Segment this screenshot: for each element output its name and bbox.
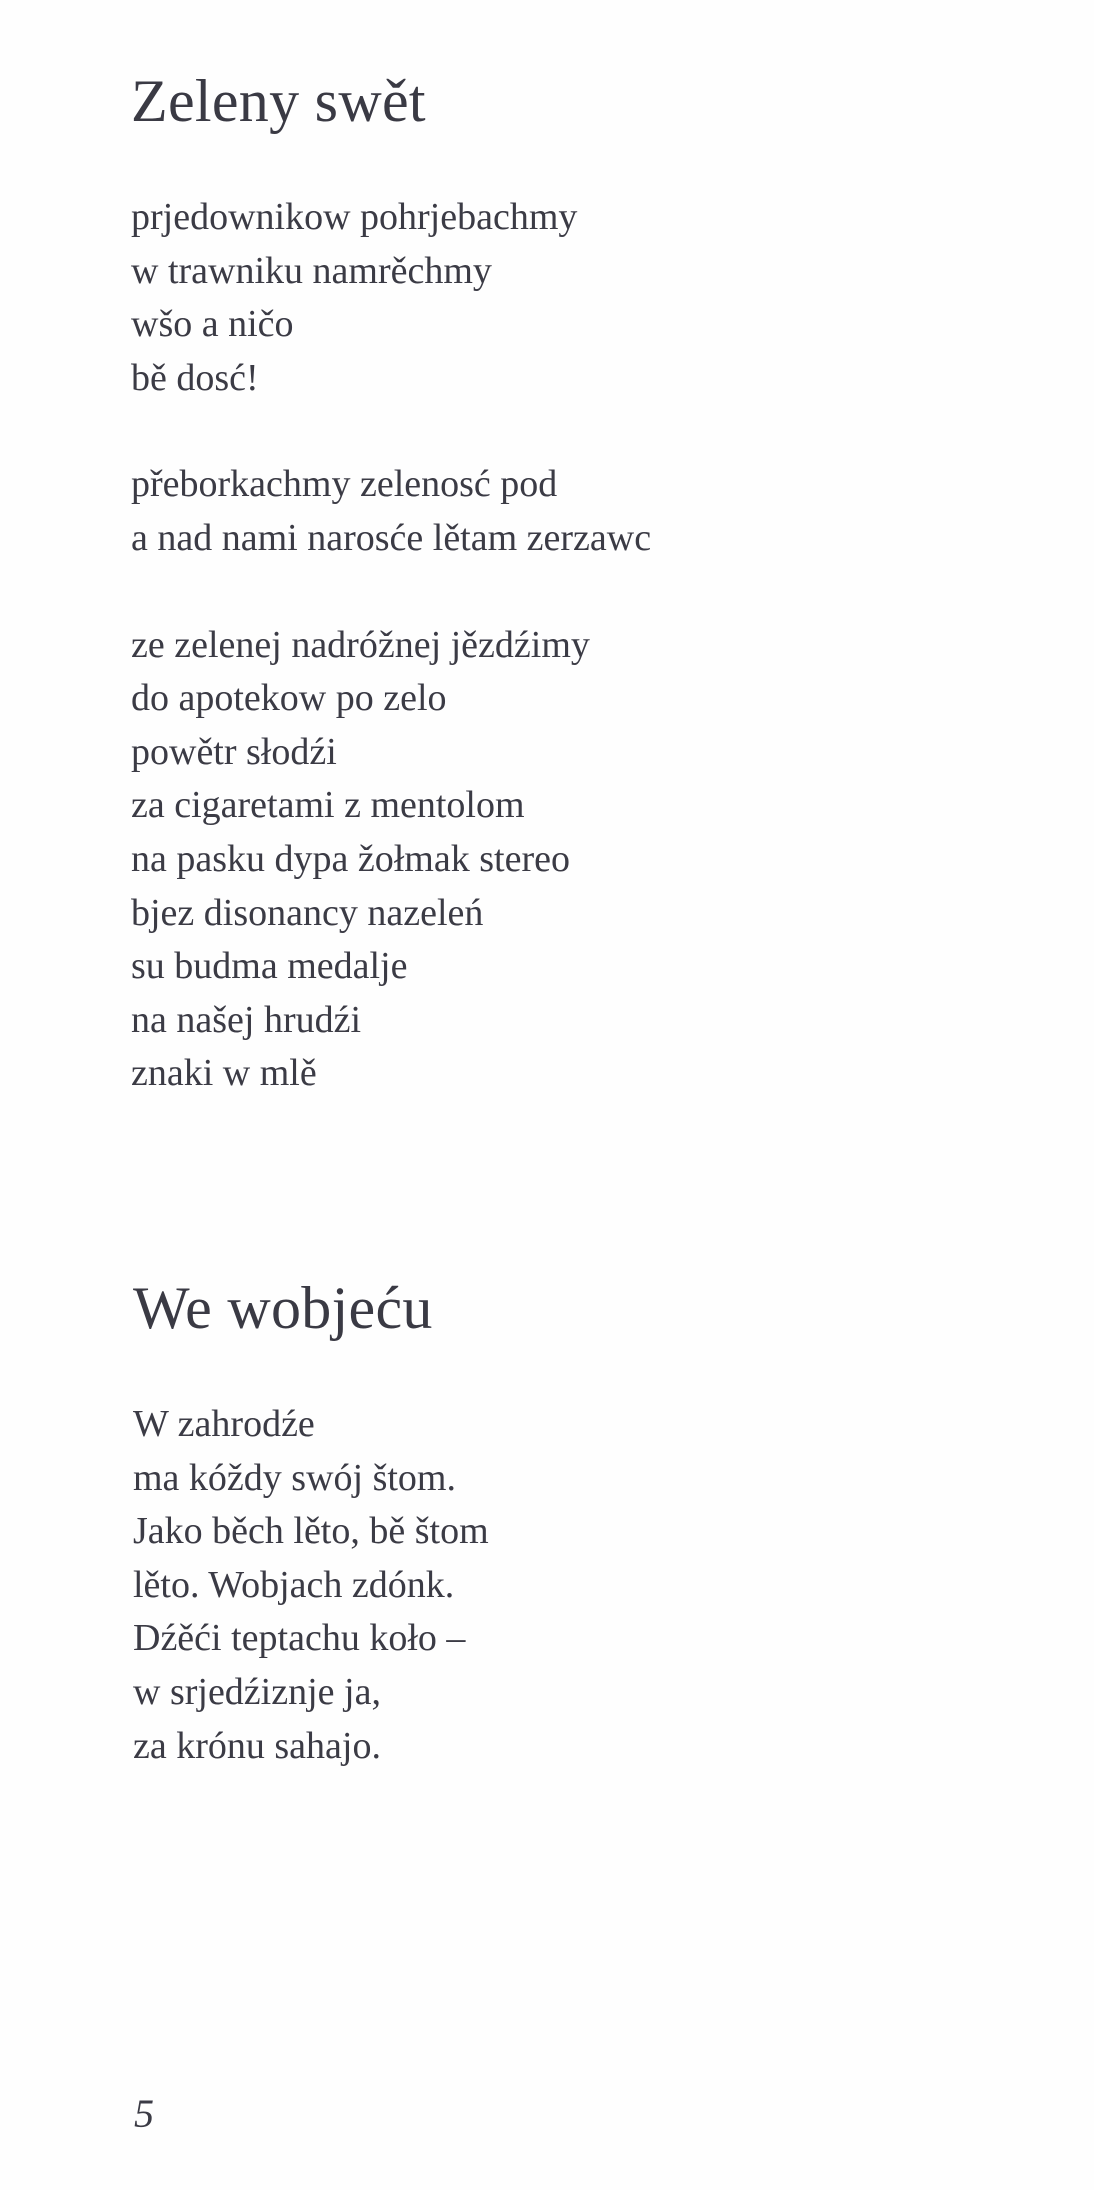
poem-line: powětr słodźi (131, 730, 337, 773)
poem-line: Jako běch lěto, bě štom (133, 1510, 489, 1553)
poem-line: lěto. Wobjach zdónk. (133, 1563, 455, 1606)
poem-line: za cigaretami z mentolom (131, 784, 525, 827)
poem-line: znaki w mlě (131, 1052, 317, 1095)
poem-line: ze zelenej nadróžnej jězdźimy (131, 623, 590, 666)
poem-line: su budma medalje (131, 945, 408, 988)
poem-line: bě dosć! (131, 356, 259, 399)
stanza (131, 458, 651, 565)
poem-line: a nad nami narosće lětam zerzawc (131, 516, 652, 559)
poem-line: w srjedźiznje ja, (133, 1670, 381, 1713)
poem-line: w trawniku namrěchmy (131, 249, 492, 292)
poem-title: Zeleny swět (131, 68, 426, 134)
poem-line: bjez disonancy nazeleń (131, 891, 484, 934)
poem-line: W zahrodźe (133, 1403, 315, 1445)
stanza (133, 1398, 489, 1773)
poem-line: přeborkachmy zelenosć pod (131, 463, 558, 506)
stanza (131, 191, 651, 405)
poem-line: za krónu sahajo. (133, 1724, 381, 1767)
poem-line: ma kóždy swój štom. (133, 1456, 456, 1499)
page-number: 5 (134, 2091, 154, 2136)
poem-line: wšo a ničo (131, 303, 294, 346)
poem-line: do apotekow po zelo (131, 677, 447, 720)
poem-line: na našej hrudźi (131, 998, 362, 1041)
poem-line: Dźěći teptachu koło – (133, 1617, 466, 1660)
poem-line: prjedownikow pohrjebachmy (131, 196, 578, 238)
poem-zeleny-swet (131, 66, 651, 1101)
poem-we-wobjecu (133, 1273, 489, 1773)
poem-line: na pasku dypa žołmak stereo (131, 837, 570, 880)
stanza (131, 619, 651, 1101)
poem-title: We wobjeću (133, 1275, 433, 1341)
